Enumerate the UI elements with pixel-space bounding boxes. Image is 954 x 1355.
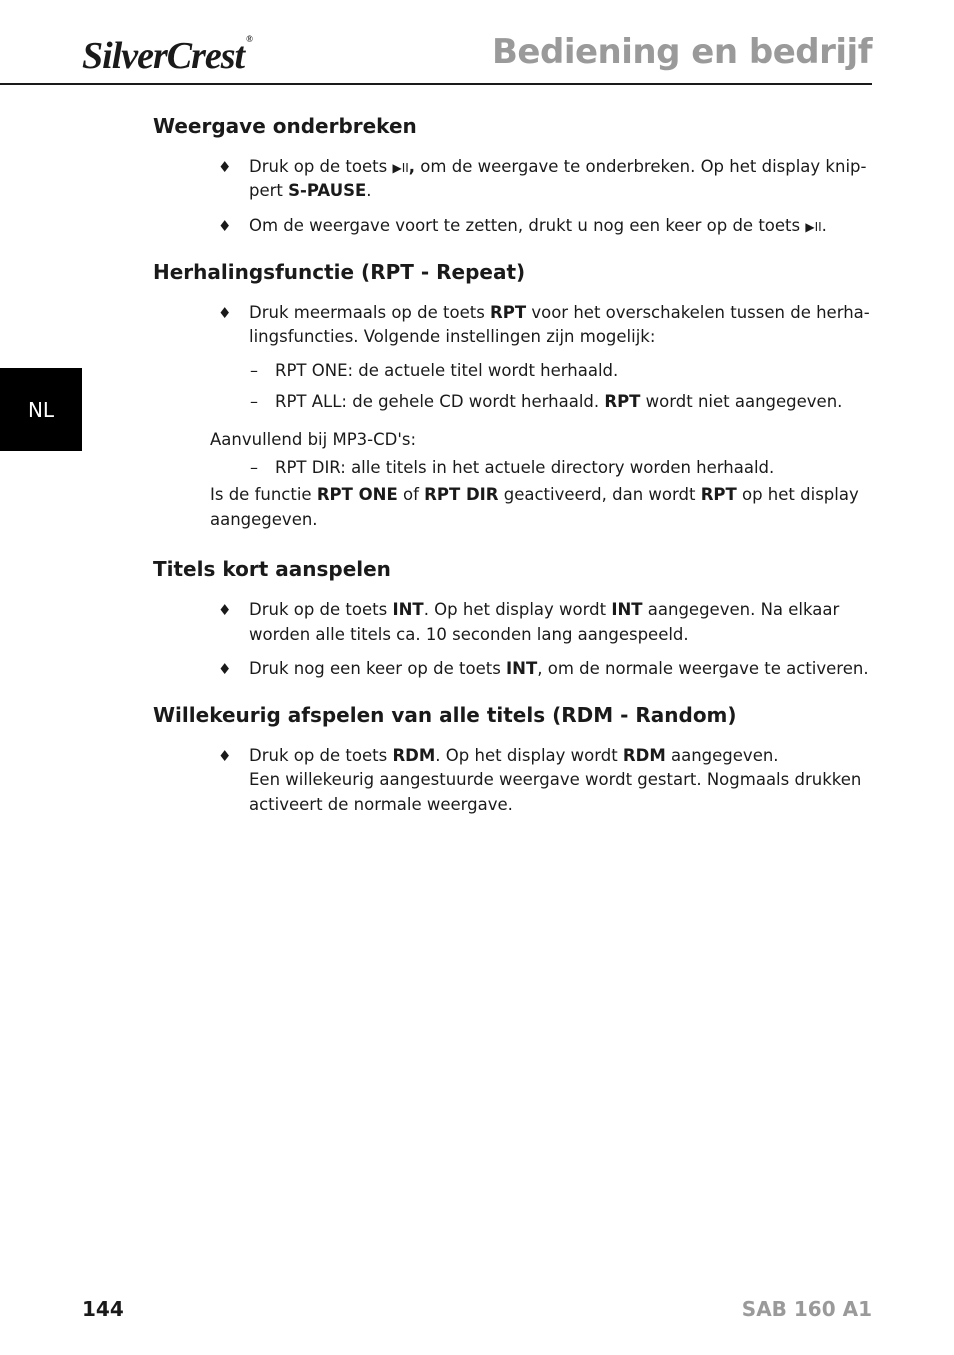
paragraph-continued: aangegeven. bbox=[210, 510, 318, 529]
bullet-icon: ♦ bbox=[218, 601, 232, 619]
list-item-continued: worden alle titels ca. 10 seconden lang aangespeeld. bbox=[249, 625, 689, 644]
list-item-continued: activeert de normale weergave. bbox=[249, 795, 513, 814]
bullet-icon: ♦ bbox=[218, 158, 232, 176]
header-divider bbox=[0, 83, 872, 85]
list-item: Druk op de toets RDM. Op het display wordt RDM aangegeven. bbox=[249, 746, 779, 765]
bullet-icon: ♦ bbox=[218, 747, 232, 765]
registered-mark: ® bbox=[246, 34, 252, 44]
play-pause-icon: ▶II bbox=[805, 220, 822, 234]
brand-logo: SilverCrest ® bbox=[82, 34, 252, 77]
list-item-continued: lingsfuncties. Volgende instellingen zijn mogelijk: bbox=[249, 327, 656, 346]
list-item: Druk nog een keer op de toets INT, om de normale weergave te activeren. bbox=[249, 659, 869, 678]
bullet-icon: ♦ bbox=[218, 660, 232, 678]
list-item: Druk op de toets INT. Op het display wordt INT aangegeven. Na elkaar bbox=[249, 600, 840, 619]
list-item: Om de weergave voort te zetten, drukt u nog een keer op de toets ▶II. bbox=[249, 216, 827, 235]
language-tab: NL bbox=[0, 368, 82, 451]
sub-item: RPT ALL: de gehele CD wordt herhaald. RPT wordt niet aangegeven. bbox=[275, 392, 843, 411]
list-item-continued: Een willekeurig aangestuurde weergave wordt gestart. Nogmaals drukken bbox=[249, 770, 862, 789]
paragraph: Is de functie RPT ONE of RPT DIR geactiveerd, dan wordt RPT op het display bbox=[210, 485, 859, 504]
dash-icon: – bbox=[250, 458, 258, 477]
section-heading-willekeurig-afspelen: Willekeurig afspelen van alle titels (RDM - Random) bbox=[153, 703, 737, 727]
dash-icon: – bbox=[250, 392, 258, 411]
sub-item: RPT DIR: alle titels in het actuele directory worden herhaald. bbox=[275, 458, 775, 477]
page-title: Bediening en bedrijf bbox=[492, 32, 872, 72]
dash-icon: – bbox=[250, 361, 258, 380]
section-heading-titels-kort-aanspelen: Titels kort aanspelen bbox=[153, 557, 391, 581]
model-number: SAB 160 A1 bbox=[741, 1297, 872, 1321]
bullet-icon: ♦ bbox=[218, 217, 232, 235]
page-number: 144 bbox=[82, 1297, 124, 1321]
section-heading-herhalingsfunctie: Herhalingsfunctie (RPT - Repeat) bbox=[153, 260, 526, 284]
list-item: Druk meermaals op de toets RPT voor het overschakelen tussen de herha- bbox=[249, 303, 870, 322]
list-item: Druk op de toets ▶II, om de weergave te onderbreken. Op het display knip- bbox=[249, 157, 867, 176]
paragraph-label: Aanvullend bij MP3-CD's: bbox=[210, 430, 417, 449]
play-pause-icon: ▶II bbox=[392, 161, 409, 175]
bullet-icon: ♦ bbox=[218, 304, 232, 322]
list-item-continued: pert S-PAUSE. bbox=[249, 181, 372, 200]
sub-item: RPT ONE: de actuele titel wordt herhaald. bbox=[275, 361, 619, 380]
section-heading-weergave-onderbreken: Weergave onderbreken bbox=[153, 114, 417, 138]
